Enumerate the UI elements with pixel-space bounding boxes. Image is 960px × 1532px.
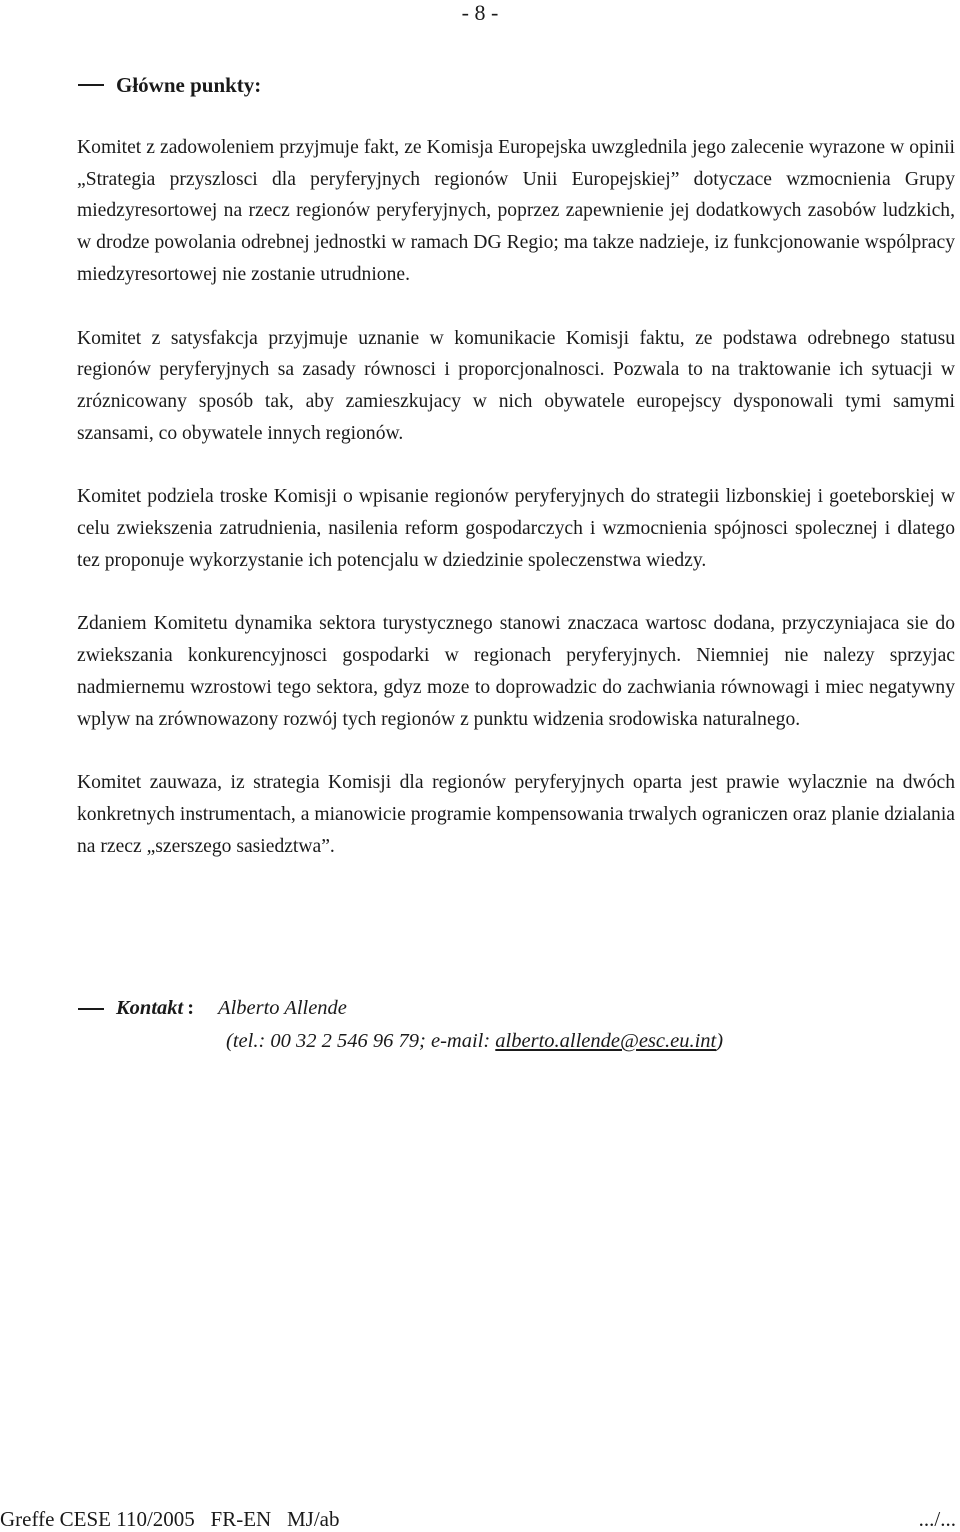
contact-email-link[interactable]: alberto.allende@esc.eu.int: [495, 1030, 717, 1052]
contact-suffix: ): [716, 1030, 724, 1052]
paragraph-4: Zdaniem Komitetu dynamika sektora turystycznego stanowi znaczaca wartosc dodana, przyczyniajaca sie do zwiekszania konkurencyjnosci gospodarki w regionach peryferyjnych. Niemniej nie nalezy sprzyjac nadmiernemu wzrostowi tego sektora, gdyz moze to doprowadzic do zachwiania równowagi i miec negatywny wplyw na zrównowazony rozwój tych regionów z punktu widzenia srodowiska naturalnego.: [77, 613, 955, 730]
paragraph-3: Komitet podziela troske Komisji o wpisanie regionów peryferyjnych do strategii lizbonskiej i goeteborskiej w celu zwiekszenia zatrudnienia, nasilenia reform gospodarczych i wzmocnienia spójnosci spolecznej i dlatego tez proponuje wykorzystanie ich potencjalu w dziedzinie spoleczenstwa wiedzy.: [77, 486, 955, 571]
footer-reference: Greffe CESE 110/2005 FR-EN MJ/ab: [0, 1507, 340, 1531]
contact-colon: :: [187, 997, 195, 1019]
contact-block: [78, 992, 723, 1058]
contact-details: [78, 1025, 723, 1058]
contact-phone: (tel.: 00 32 2 546 96 79; e-mail:: [226, 1030, 496, 1052]
paragraph-2: Komitet z satysfakcja przyjmuje uznanie w komunikacie Komisji faktu, ze podstawa odrebnego statusu regionów peryferyjnych sa zasady równosci i proporcjonalnosci. Pozwala to na traktowanie ich sytuacji w zróznicowany sposób tak, aby zamieszkujacy w nich obywatele europejscy dysponowali tymi samymi szansami, co obywatele innych regionów.: [77, 327, 955, 444]
contact-label: Kontakt: [116, 997, 184, 1019]
paragraph-1: Komitet z zadowoleniem przyjmuje fakt, ze Komisja Europejska uwzglednila jego zalecenie wyrazone w opinii „Strategia przyszlosci dla peryferyjnych regionów Unii Europejskiej” dotyczace wzmocnienia Grupy miedzyresortowej na rzecz regionów peryferyjnych, poprzez zapewnienie jej dodatkowych zasobów ludzkich, w drodze powolania odrebnej jednostki w ramach DG Regio; ma takze nadzieje, iz funkcjonowanie wspólpracy miedzyresortowej nie zostanie utrudnione.: [77, 137, 955, 285]
paragraph-5: Komitet zauwaza, iz strategia Komisji dla regionów peryferyjnych oparta jest prawie wylacznie na dwóch konkretnych instrumentach, a mianowicie programie kompensowania trwalych ograniczen oraz planie dzialania na rzecz „szerszego sasiedztwa”.: [77, 772, 955, 857]
page-number: - 8 -: [461, 0, 499, 25]
section-heading: [78, 70, 261, 100]
contact-name: Alberto Allende: [218, 997, 347, 1019]
section-heading-text: Główne punkty:: [116, 72, 262, 97]
footer-continuation: .../...: [918, 1507, 956, 1531]
dash-bullet: [78, 84, 104, 86]
dash-bullet: [78, 1008, 104, 1010]
contact-line: [78, 992, 723, 1025]
document-body: [77, 132, 955, 894]
